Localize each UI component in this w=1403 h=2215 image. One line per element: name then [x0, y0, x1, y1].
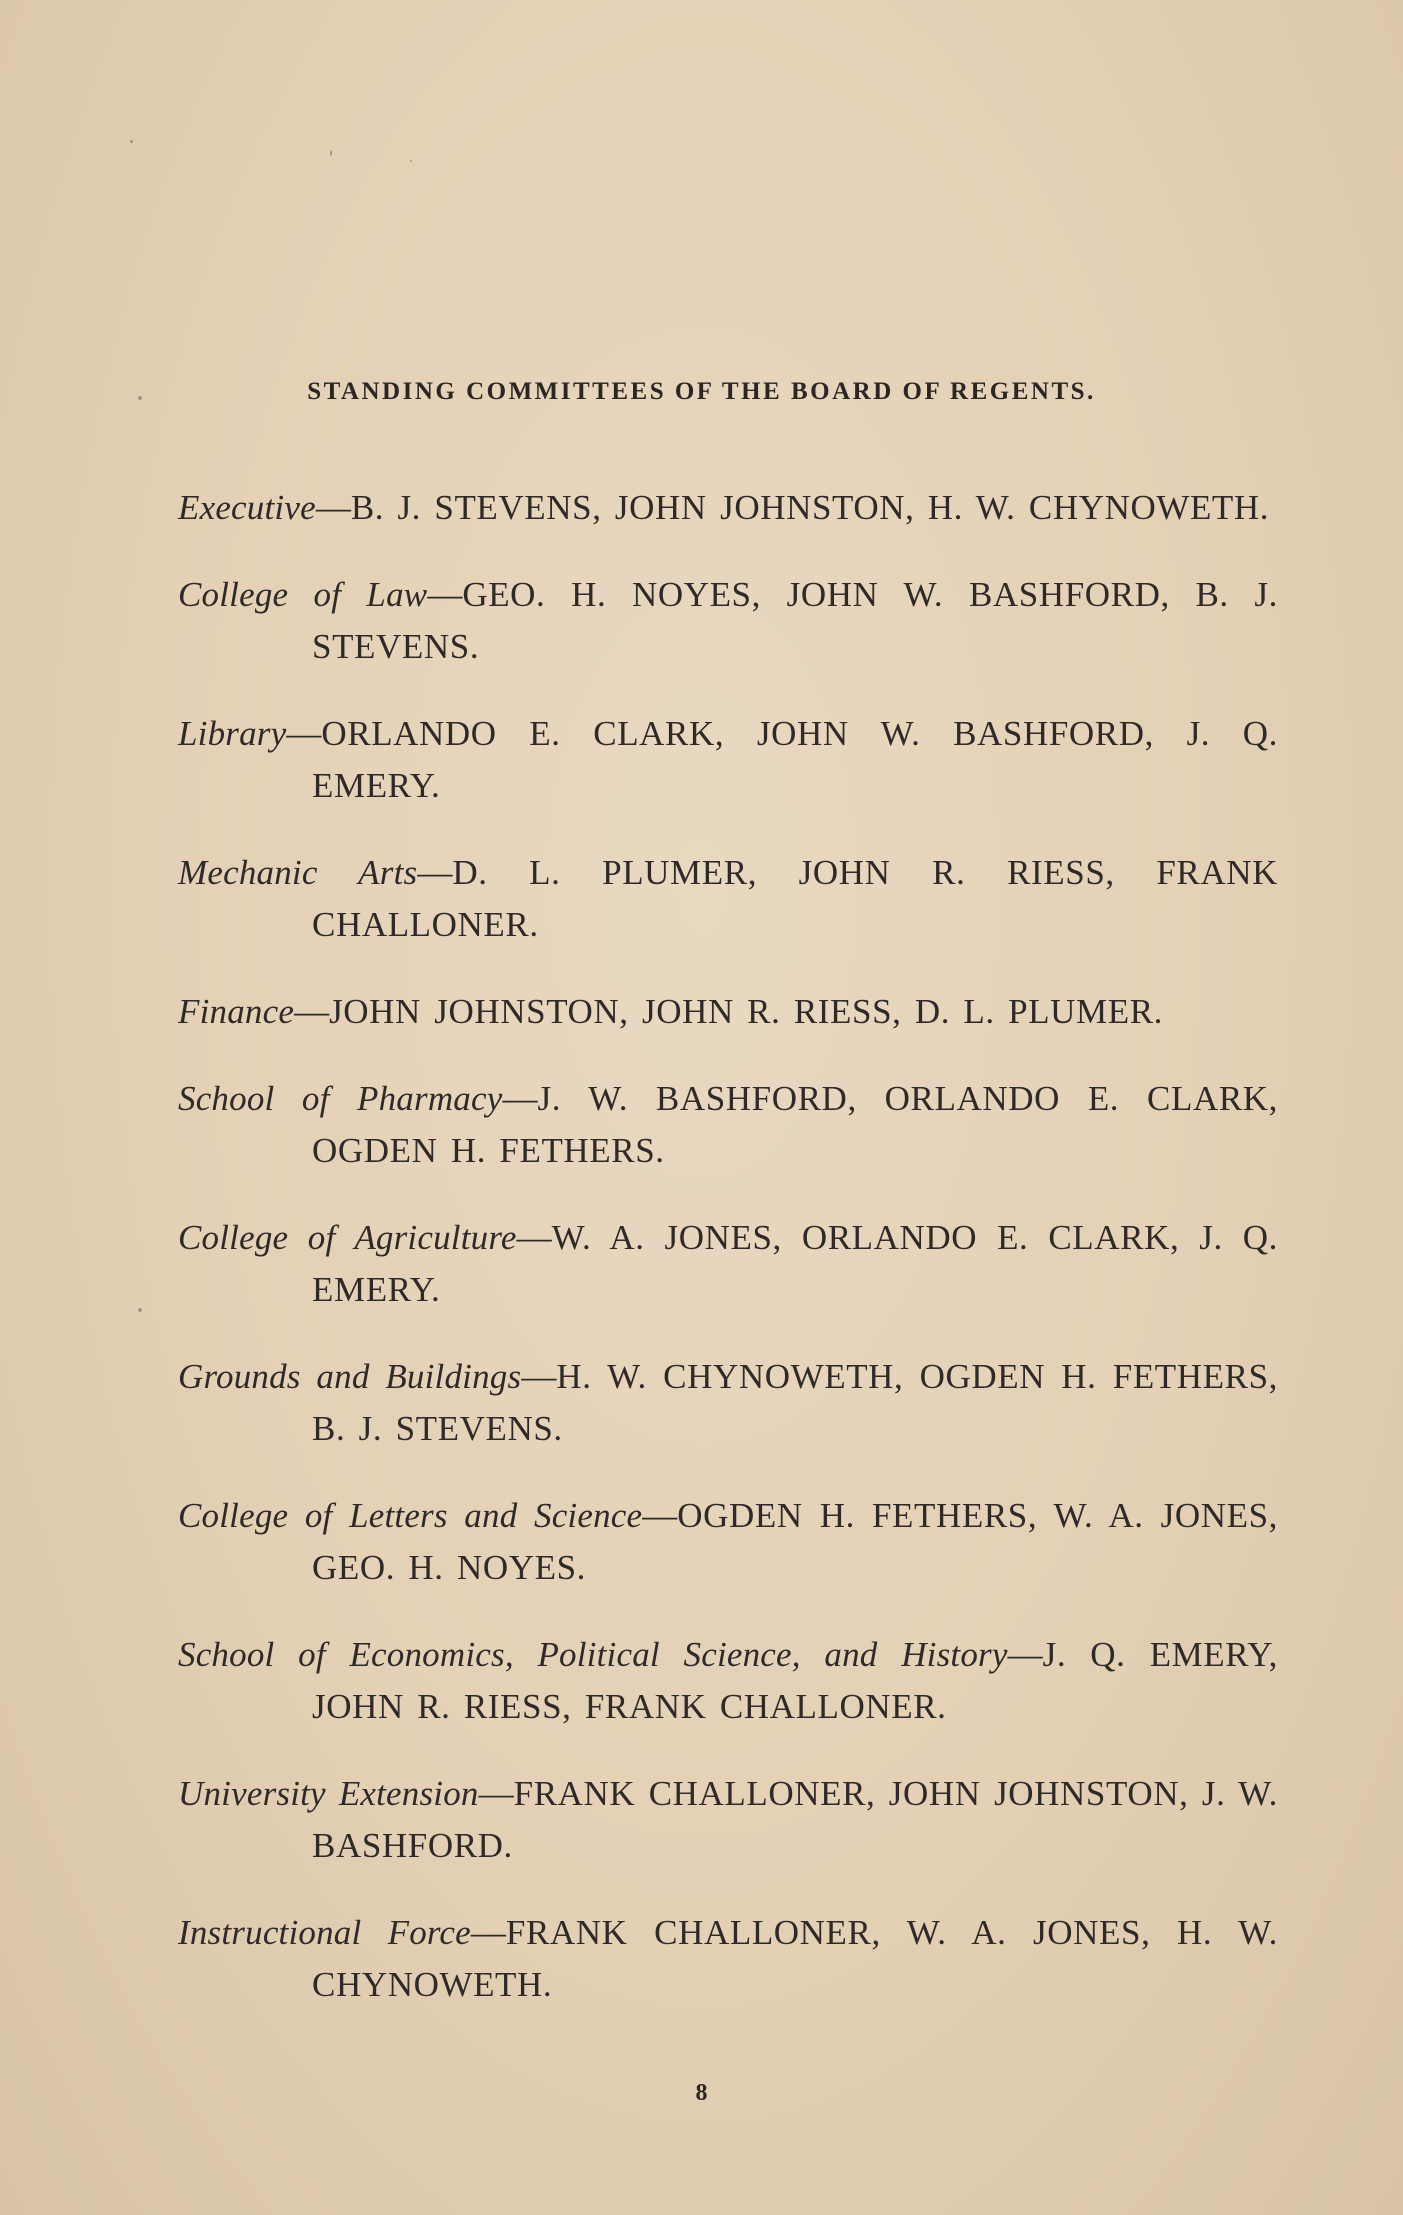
committee-name: University Extension	[178, 1774, 479, 1813]
committee-name: Instructional Force	[178, 1913, 471, 1952]
committee-list	[178, 482, 1278, 2027]
committee-members: GEO. H. NOYES, JOHN W. BASHFORD, B. J. STEVENS.	[312, 575, 1278, 666]
paper-speck	[410, 160, 412, 162]
committee-name: Grounds and Buildings	[178, 1357, 522, 1396]
page-number: 8	[695, 2080, 708, 2106]
committee-entry: School of Economics, Political Science, and History—J. Q. EMERY, JOHN R. RIESS, FRANK CHALLONER.	[178, 1635, 1278, 1726]
paper-speck	[130, 140, 133, 143]
committee-entry: Mechanic Arts—D. L. PLUMER, JOHN R. RIESS, FRANK CHALLONER.	[178, 853, 1278, 944]
committee-entry: Executive—B. J. STEVENS, JOHN JOHNSTON, H. W. CHYNOWETH.	[178, 488, 1270, 527]
committee-name: College of Agriculture	[178, 1218, 517, 1257]
committee-members: D. L. PLUMER, JOHN R. RIESS, FRANK CHALLONER.	[312, 853, 1278, 944]
paper-speck	[330, 150, 332, 156]
committee-name: Mechanic Arts	[178, 853, 418, 892]
committee-members: B. J. STEVENS, JOHN JOHNSTON, H. W. CHYNOWETH.	[350, 488, 1270, 527]
paper-speck	[138, 1308, 142, 1312]
page-heading: STANDING COMMITTEES OF THE BOARD OF REGENTS.	[307, 378, 1096, 405]
committee-entry: University Extension—FRANK CHALLONER, JOHN JOHNSTON, J. W. BASHFORD.	[178, 1774, 1278, 1865]
committee-entry: College of Law—GEO. H. NOYES, JOHN W. BASHFORD, B. J. STEVENS.	[178, 575, 1278, 666]
committee-entry: College of Agriculture—W. A. JONES, ORLANDO E. CLARK, J. Q. EMERY.	[178, 1218, 1278, 1309]
committee-entry: Library—ORLANDO E. CLARK, JOHN W. BASHFORD, J. Q. EMERY.	[178, 714, 1278, 805]
committee-name: Finance	[178, 992, 295, 1031]
committee-entry: College of Letters and Science—OGDEN H. FETHERS, W. A. JONES, GEO. H. NOYES.	[178, 1496, 1278, 1587]
committee-entry: School of Pharmacy—J. W. BASHFORD, ORLANDO E. CLARK, OGDEN H. FETHERS.	[178, 1079, 1278, 1170]
committee-name: School of Economics, Political Science, and History	[178, 1635, 1008, 1674]
committee-members: H. W. CHYNOWETH, OGDEN H. FETHERS, B. J. STEVENS.	[312, 1357, 1278, 1448]
committee-name: College of Letters and Science	[178, 1496, 643, 1535]
committee-name: Library	[178, 714, 287, 753]
committee-name: College of Law	[178, 575, 428, 614]
committee-members: W. A. JONES, ORLANDO E. CLARK, J. Q. EMERY.	[312, 1218, 1278, 1309]
committee-name: Executive	[178, 488, 316, 527]
committee-members: ORLANDO E. CLARK, JOHN W. BASHFORD, J. Q. EMERY.	[312, 714, 1278, 805]
committee-members: J. Q. EMERY, JOHN R. RIESS, FRANK CHALLONER.	[312, 1635, 1278, 1726]
committee-members: OGDEN H. FETHERS, W. A. JONES, GEO. H. NOYES.	[312, 1496, 1278, 1587]
committee-members: FRANK CHALLONER, W. A. JONES, H. W. CHYNOWETH.	[312, 1913, 1278, 2004]
committee-entry: Finance—JOHN JOHNSTON, JOHN R. RIESS, D. L. PLUMER.	[178, 992, 1164, 1031]
committee-name: School of Pharmacy	[178, 1079, 503, 1118]
committee-members: J. W. BASHFORD, ORLANDO E. CLARK, OGDEN H. FETHERS.	[312, 1079, 1278, 1170]
committee-entry: Grounds and Buildings—H. W. CHYNOWETH, OGDEN H. FETHERS, B. J. STEVENS.	[178, 1357, 1278, 1448]
committee-members: FRANK CHALLONER, JOHN JOHNSTON, J. W. BASHFORD.	[312, 1774, 1278, 1865]
committee-members: JOHN JOHNSTON, JOHN R. RIESS, D. L. PLUMER.	[329, 992, 1164, 1031]
committee-entry: Instructional Force—FRANK CHALLONER, W. A. JONES, H. W. CHYNOWETH.	[178, 1913, 1278, 2004]
